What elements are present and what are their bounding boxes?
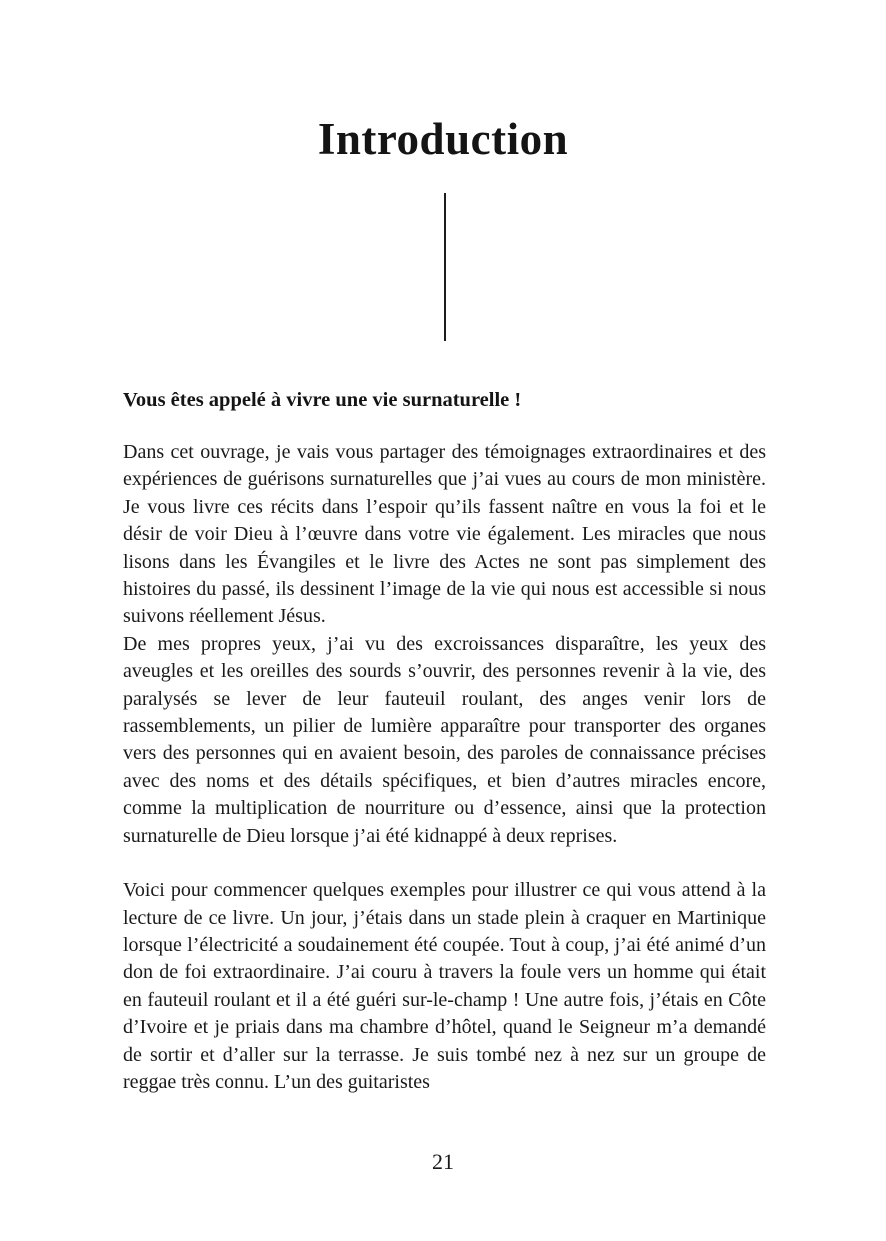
vertical-divider-rule — [444, 193, 446, 341]
body-paragraph-3: Voici pour commencer quelques exemples pour illustrer ce qui vous attend à la lecture de ce livre. Un jour, j’étais dans un stade plein à craquer en Martinique lorsque l’électricité a soudainement été coupée. Tout à coup, j’ai été animé d’un don de foi extraordinaire. J’ai couru à travers la foule vers un homme qui était en fauteuil roulant et il a été guéri sur-le-champ ! Une autre fois, j’étais en Côte d’Ivoire et je priais dans ma chambre d’hôtel, quand le Seigneur m’a demandé de sortir et d’aller sur la terrasse. Je suis tombé nez à nez sur un groupe de reggae très connu. L’un des guitaristes — [123, 879, 766, 1093]
chapter-title: Introduction — [317, 114, 569, 164]
body-paragraph-2: De mes propres yeux, j’ai vu des excroissances disparaître, les yeux des aveugles et les oreilles des sourds s’ouvrir, des personnes revenir à la vie, des paralysés se lever de leur fauteuil roulant, des anges venir lors de rassemblements, un pilier de lumière apparaître pour transporter des organes vers des personnes qui en avaient besoin, des paroles de connaissance précises avec des noms et des détails spécifiques, et bien d’autres miracles encore, comme la multiplication de nourriture ou d’essence, ainsi que la protection surnaturelle de Dieu lorsque j’ai été kidnappé à deux reprises. — [123, 632, 766, 847]
page-number: 21 — [432, 1149, 454, 1174]
body-paragraph-1: Dans cet ouvrage, je vais vous partager des témoignages extraordinaires et des expériences de guérisons surnaturelles que j’ai vues au cours de mon ministère. Je vous livre ces récits dans l’espoir qu’ils fassent naître en vous la foi et le désir de voir Dieu à l’œuvre dans votre vie également. Les miracles que nous lisons dans les Évangiles et le livre des Actes ne sont pas simplement des histoires du passé, ils dessinent l’image de la vie qui nous est accessible si nous suivons réellement Jésus. — [123, 441, 766, 628]
section-heading: Vous êtes appelé à vivre une vie surnaturelle ! — [123, 389, 522, 411]
page-content — [123, 387, 766, 1096]
